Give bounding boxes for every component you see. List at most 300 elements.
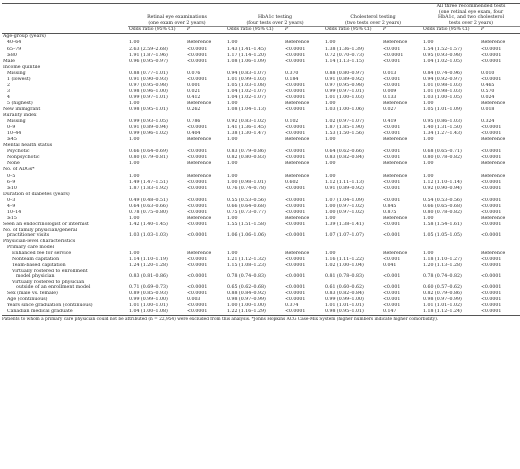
p-value-cell: <0.0001 <box>285 52 306 58</box>
p-value-cell: <0.001 <box>383 290 401 296</box>
row-label-text: Duration of diabetes (years) <box>3 191 70 197</box>
row-label-text: 3 <box>7 88 10 94</box>
p-value-cell: <0.0001 <box>187 274 208 280</box>
p-value-cell: 0.102 <box>285 119 299 125</box>
odds-ratio-cell: 1.87 (1.85–1.90) <box>325 125 364 131</box>
header-group-retinal <box>128 4 226 27</box>
p-value-cell: Reference <box>481 100 506 106</box>
p-value-cell: <0.001 <box>383 46 401 52</box>
odds-ratio-cell: 0.92 (0.90–0.94) <box>423 185 462 191</box>
odds-ratio-cell: 0.78 (0.75–0.80) <box>129 209 168 215</box>
odds-ratio-cell: 1.17 (1.14–1.20) <box>227 52 266 58</box>
row-label-text: 1 (lowest) <box>7 76 31 82</box>
p-value-cell: <0.001 <box>383 296 401 302</box>
odds-ratio-cell: 1.00 <box>129 100 140 106</box>
odds-ratio-cell: 1.00 (0.97–1.02) <box>325 209 364 215</box>
odds-ratio-cell: 1.07 (1.04–1.09) <box>325 197 364 203</box>
p-value-cell: 0.133 <box>383 94 397 100</box>
table-row <box>2 280 520 291</box>
p-value-cell: <0.001 <box>383 149 401 155</box>
p-value-cell: <0.0001 <box>481 274 502 280</box>
odds-ratio-cell: 1.38 (1.36–1.39) <box>325 46 364 52</box>
odds-ratio-cell: 1.16 (1.11–1.22) <box>325 256 364 262</box>
odds-ratio-cell: 1.00 <box>325 173 336 179</box>
p-value-cell: <0.0001 <box>481 179 502 185</box>
row-label-text: Years since graduation (continuous) <box>7 302 93 308</box>
p-value-cell: <0.0001 <box>285 46 306 52</box>
odds-ratio-cell: 0.88 (0.77–1.01) <box>129 70 168 76</box>
p-value-cell: 0.018 <box>481 106 495 112</box>
p-value-cell: 0.419 <box>383 119 397 125</box>
odds-ratio-cell: 1.03 (1.00–1.05) <box>423 94 462 100</box>
header-blank-cell <box>2 27 128 34</box>
p-value-cell: <0.0001 <box>187 285 208 291</box>
p-value-cell: <0.0001 <box>285 106 306 112</box>
p-value-cell: Reference <box>187 161 212 167</box>
p-value-cell: <0.0001 <box>481 149 502 155</box>
odds-ratio-cell: 0.98 (0.96–1.00) <box>129 88 168 94</box>
p-value-cell: <0.0001 <box>285 155 306 161</box>
odds-ratio-cell: 1.06 (1.06–1.06) <box>227 233 266 239</box>
odds-ratio-cell: 1.00 <box>227 215 238 221</box>
odds-ratio-cell: 1.00 <box>227 137 238 143</box>
p-value-cell: <0.0001 <box>285 82 306 88</box>
p-value-cell: 0.147 <box>383 308 397 314</box>
p-value-cell: <0.0001 <box>481 233 502 239</box>
row-label-text: Nonpsychotic <box>7 155 40 161</box>
p-value-cell: <0.001 <box>383 125 401 131</box>
p-value-cell: <0.001 <box>383 155 401 161</box>
p-value-cell: <0.0001 <box>285 233 306 239</box>
odds-ratio-cell: 1.00 (0.98–1.01) <box>227 179 266 185</box>
odds-ratio-cell: 0.65 (0.62–0.68) <box>227 285 266 291</box>
odds-ratio-cell: 0.94 (0.83–1.07) <box>227 70 266 76</box>
row-label-text: Enhanced fee for service <box>12 250 72 256</box>
odds-ratio-cell: 1.01 (0.98–1.03) <box>423 88 462 94</box>
odds-ratio-cell: 1.01 (1.01–1.02) <box>423 302 462 308</box>
header-p-label: P <box>285 27 289 33</box>
odds-ratio-cell: 1.00 <box>423 137 434 143</box>
odds-ratio-cell: 1.00 <box>227 173 238 179</box>
odds-ratio-cell: 1.00 <box>227 40 238 46</box>
p-value-cell: <0.0001 <box>285 308 306 314</box>
p-value-cell: <0.0001 <box>187 209 208 215</box>
p-value-cell: 0.404 <box>187 131 201 137</box>
p-value-cell: 0.041 <box>383 262 397 268</box>
p-value-cell: <0.0001 <box>481 290 502 296</box>
odds-ratio-cell: 1.20 (1.13–1.28) <box>423 262 462 268</box>
p-value-cell: <0.0001 <box>481 52 502 58</box>
p-value-cell: <0.0001 <box>187 76 208 82</box>
odds-ratio-cell: 1.00 <box>227 100 238 106</box>
p-value-cell: <0.001 <box>383 179 401 185</box>
header-line: (four tests over 2 years) <box>246 20 304 26</box>
p-value-cell: <0.0001 <box>285 58 306 64</box>
p-value-cell: <0.0001 <box>285 296 306 302</box>
p-value-cell: 0.412 <box>187 94 201 100</box>
odds-ratio-cell: 1.00 <box>227 161 238 167</box>
odds-ratio-cell: 1.14 (1.10–1.19) <box>129 256 168 262</box>
odds-ratio-cell: 0.82 (0.79–0.86) <box>423 290 462 296</box>
odds-ratio-cell: 0.97 (0.95–0.98) <box>129 82 168 88</box>
odds-ratio-cell: 1.53 (1.50–1.56) <box>325 131 364 137</box>
odds-ratio-cell: 1.00 <box>423 250 434 256</box>
p-value-cell: <0.0001 <box>383 52 404 58</box>
p-value-cell: 0.262 <box>187 106 201 112</box>
odds-ratio-cell: 1.38 (1.30–1.47) <box>227 131 266 137</box>
p-value-cell: <0.0001 <box>187 185 208 191</box>
odds-ratio-cell: 0.91 (0.89–0.92) <box>325 185 364 191</box>
odds-ratio-cell: 1.03 (1.03–1.03) <box>129 233 168 239</box>
header-p-label: P <box>481 27 485 33</box>
odds-ratio-cell: 0.97 (0.95–0.98) <box>325 82 364 88</box>
row-label-text: Canadian medical graduate <box>7 308 73 314</box>
p-value-cell: <0.0001 <box>285 209 306 215</box>
odds-ratio-cell: 0.80 (0.78–0.82) <box>423 155 462 161</box>
odds-ratio-cell: 1.02 (0.97–1.07) <box>325 119 364 125</box>
p-value-cell: <0.0001 <box>481 76 502 82</box>
p-value-cell: <0.0001 <box>285 262 306 268</box>
row-label-text: Psychotic <box>7 149 30 155</box>
odds-ratio-cell: 0.78 (0.74–0.83) <box>227 274 266 280</box>
header-line: tests over 2 years) <box>449 20 493 26</box>
header-blank-cell <box>2 4 128 27</box>
odds-ratio-cell: 0.80 (0.78–0.82) <box>423 209 462 215</box>
odds-ratio-cell: 1.40 (1.31–1.50) <box>423 125 462 131</box>
p-value-cell: 0.010 <box>481 70 495 76</box>
row-label-text: 0–3 <box>7 197 16 203</box>
p-value-cell: <0.001 <box>383 302 401 308</box>
odds-ratio-cell: 0.98 (0.95–1.01) <box>129 106 168 112</box>
p-value-cell: <0.0001 <box>285 94 306 100</box>
p-value-cell: <0.001 <box>383 58 401 64</box>
odds-ratio-cell: 1.00 <box>423 161 434 167</box>
odds-ratio-cell: 0.91 (0.89–0.92) <box>325 76 364 82</box>
odds-ratio-cell: 0.71 (0.69–0.73) <box>129 285 168 291</box>
p-value-cell: <0.0001 <box>187 233 208 239</box>
odds-ratio-cell: 1.00 <box>325 161 336 167</box>
p-value-cell: 0.001 <box>187 82 201 88</box>
p-value-cell: <0.0001 <box>285 88 306 94</box>
row-label-text: ≥15 <box>7 215 17 221</box>
p-value-cell: <0.0001 <box>187 262 208 268</box>
p-value-cell: <0.0001 <box>187 46 208 52</box>
odds-ratio-cell: 1.22 (1.16–1.29) <box>227 308 266 314</box>
row-label <box>2 309 128 316</box>
p-value-cell: Reference <box>481 173 506 179</box>
header-group-row <box>2 4 520 27</box>
p-value-cell: <0.0001 <box>187 197 208 203</box>
p-value-cell: 0.845 <box>383 203 397 209</box>
p-value-cell: Reference <box>481 250 506 256</box>
header-or-label: Odds ratio (95% CI) <box>325 27 372 33</box>
row-label-text: 0–5 <box>7 173 16 179</box>
p-value-cell: 0.786 <box>187 119 201 125</box>
odds-ratio-cell: 0.91 (0.89–0.94) <box>129 125 168 131</box>
odds-ratio-cell: 0.68 (0.65–0.71) <box>423 149 462 155</box>
odds-ratio-cell: 0.99 (0.99–1.00) <box>129 296 168 302</box>
row-label-text: 5 (highest) <box>7 100 33 106</box>
p-value-cell: <0.0001 <box>187 203 208 209</box>
p-value-cell: Reference <box>187 100 212 106</box>
header-line: HbA1c testing <box>257 15 293 21</box>
odds-ratio-cell: 1.08 (1.06–1.09) <box>227 58 266 64</box>
p-value-cell: Reference <box>285 161 310 167</box>
row-label-text: Rurality index <box>3 113 37 119</box>
p-value-cell: Reference <box>481 161 506 167</box>
p-value-cell: 0.009 <box>383 88 397 94</box>
header-p-label: P <box>187 27 191 33</box>
odds-ratio-cell: 1.42 (1.40–1.45) <box>129 221 168 227</box>
p-value-cell: Reference <box>481 215 506 221</box>
header-line: Retinal eye examinations <box>147 15 207 21</box>
table-footnote: Patients to whom a primary care physician could not be attributed (n = 22,954) were excluded from this analysis. *Johns Hopkins ACG Case-Mix System (higher numbers indicate higher comorbidity). <box>2 316 439 322</box>
p-value-cell: Reference <box>285 100 310 106</box>
row-label-text: 2 <box>7 82 10 88</box>
p-value-cell: <0.0001 <box>481 308 502 314</box>
odds-ratio-cell: 0.49 (0.48–0.51) <box>129 197 168 203</box>
header-line: (one retinal eye exam, four <box>438 9 504 15</box>
header-group-hba1c <box>226 4 324 27</box>
odds-ratio-cell: 1.04 (1.00–1.08) <box>129 308 168 314</box>
p-value-cell: <0.0001 <box>285 274 306 280</box>
odds-ratio-cell: 1.34 (1.27–1.43) <box>423 131 462 137</box>
odds-ratio-cell: 0.99 (0.99–1.00) <box>325 296 364 302</box>
odds-ratio-cell: 0.60 (0.57–0.62) <box>423 285 462 291</box>
odds-ratio-cell: 1.00 <box>325 137 336 143</box>
p-value-cell: <0.001 <box>383 233 401 239</box>
odds-ratio-cell: 1.00 <box>325 215 336 221</box>
row-label-text: 10–14 <box>7 209 22 215</box>
row-label-text: outside of an enrollment model <box>16 285 91 291</box>
odds-ratio-cell: 0.66 (0.64–0.68) <box>227 203 266 209</box>
row-label-text: Virtually rostered to physician <box>12 279 85 285</box>
odds-ratio-cell: 1.00 <box>129 250 140 256</box>
odds-ratio-cell: 1.14 (1.13–1.15) <box>325 58 364 64</box>
p-value-cell: Reference <box>187 40 212 46</box>
paper-page <box>2 0 518 322</box>
odds-ratio-cell: 0.91 (0.90–0.93) <box>129 76 168 82</box>
odds-ratio-cell: 1.01 (1.01–1.01) <box>325 302 364 308</box>
p-value-cell: Reference <box>481 137 506 143</box>
table-row <box>2 269 520 280</box>
odds-ratio-cell: 0.99 (0.93–1.05) <box>129 119 168 125</box>
odds-ratio-cell: 1.00 (1.00–1.00) <box>227 302 266 308</box>
row-label-text: Age-group (years) <box>3 34 46 40</box>
odds-ratio-cell: 1.18 (1.12–1.24) <box>423 308 462 314</box>
odds-ratio-cell: 1.03 (1.00–1.06) <box>325 106 364 112</box>
p-value-cell: Reference <box>187 215 212 221</box>
odds-ratio-cell: 1.15 (1.08–1.23) <box>227 262 266 268</box>
p-value-cell: <0.0001 <box>481 197 502 203</box>
odds-ratio-cell: 1.05 (1.03–1.08) <box>227 82 266 88</box>
p-value-cell: 0.465 <box>481 82 495 88</box>
row-label-text: Male <box>3 58 15 64</box>
odds-ratio-cell: 1.00 <box>423 173 434 179</box>
p-value-cell: 0.021 <box>187 88 201 94</box>
odds-ratio-cell: 1.00 <box>129 40 140 46</box>
odds-ratio-cell: 1.00 <box>325 100 336 106</box>
p-value-cell: <0.001 <box>383 221 401 227</box>
row-label-text: 0–9 <box>7 125 16 131</box>
p-value-cell: <0.0001 <box>285 203 306 209</box>
p-value-cell: Reference <box>383 173 408 179</box>
odds-ratio-cell: 1.00 <box>423 40 434 46</box>
odds-ratio-cell: 1.04 (1.02–1.05) <box>423 58 462 64</box>
header-line: (one exam over 2 years) <box>148 20 206 26</box>
p-value-cell: Reference <box>481 40 506 46</box>
odds-ratio-cell: 0.72 (0.70–0.73) <box>325 52 364 58</box>
odds-ratio-cell: 1.41 (1.36–1.45) <box>227 125 266 131</box>
odds-ratio-cell: 0.96 (0.95–0.97) <box>129 58 168 64</box>
p-value-cell: <0.0001 <box>285 125 306 131</box>
p-value-cell: <0.0001 <box>481 285 502 291</box>
p-value-cell: <0.0001 <box>187 149 208 155</box>
p-value-cell: 0.024 <box>481 94 495 100</box>
header-sub-row <box>2 27 520 34</box>
p-value-cell: <0.0001 <box>285 290 306 296</box>
odds-ratio-cell: 1.00 <box>227 250 238 256</box>
p-value-cell: 0.602 <box>285 179 299 185</box>
row-label-text: ≥45 <box>7 137 17 143</box>
p-value-cell: Reference <box>285 250 310 256</box>
odds-ratio-cell: 0.89 (0.85–0.93) <box>129 290 168 296</box>
odds-ratio-cell: 0.83 (0.82–0.84) <box>325 155 364 161</box>
odds-ratio-cell: 0.95 (0.86–1.03) <box>423 119 462 125</box>
odds-ratio-cell: 1.01 (1.00–1.01) <box>129 302 168 308</box>
odds-ratio-cell: 0.99 (0.96–1.02) <box>129 131 168 137</box>
row-label-text: None <box>7 161 20 167</box>
odds-ratio-cell: 1.91 (1.87–1.96) <box>129 52 168 58</box>
results-table <box>2 3 520 316</box>
p-value-cell: <0.0001 <box>285 285 306 291</box>
odds-ratio-cell: 1.00 <box>423 100 434 106</box>
p-value-cell: <0.0001 <box>285 221 306 227</box>
odds-ratio-cell: 0.88 (0.80–0.97) <box>325 70 364 76</box>
odds-ratio-cell: 0.83 (0.82–0.84) <box>325 290 364 296</box>
p-value-cell: <0.001 <box>383 185 401 191</box>
row-label-text: No. of ADGs* <box>3 167 35 173</box>
header-group-cholesterol <box>324 4 422 27</box>
p-value-cell: <0.0001 <box>187 302 208 308</box>
p-value-cell: <0.0001 <box>481 185 502 191</box>
odds-ratio-cell: 0.76 (0.74–0.78) <box>227 185 266 191</box>
odds-ratio-cell: 0.99 (0.97–1.01) <box>129 94 168 100</box>
p-value-cell: <0.0001 <box>187 308 208 314</box>
p-value-cell: <0.0001 <box>481 125 502 131</box>
row-label-text: Nonteam capitation <box>12 256 60 262</box>
odds-ratio-cell: 1.12 (1.11–1.13) <box>325 179 364 185</box>
row-label-text: 4 <box>7 94 10 100</box>
odds-ratio-cell: 1.58 (1.54–1.61) <box>423 221 462 227</box>
odds-ratio-cell: 1.01 (0.98–1.03) <box>423 82 462 88</box>
odds-ratio-cell: 0.64 (0.63–0.66) <box>129 203 168 209</box>
row-label <box>2 269 128 280</box>
row-label <box>2 280 128 291</box>
p-value-cell: 0.184 <box>285 76 299 82</box>
odds-ratio-cell: 1.24 (1.20–1.28) <box>129 262 168 268</box>
odds-ratio-cell: 1.00 <box>129 161 140 167</box>
p-value-cell: 0.370 <box>285 70 299 76</box>
odds-ratio-cell: 0.82 (0.80–0.83) <box>227 155 266 161</box>
odds-ratio-cell: 1.21 (1.12–1.32) <box>227 256 266 262</box>
header-group-all-three <box>422 4 520 27</box>
p-value-cell: <0.0001 <box>481 221 502 227</box>
p-value-cell: Reference <box>383 215 408 221</box>
header-or-label: Odds ratio (95% CI) <box>129 27 176 33</box>
odds-ratio-cell: 1.43 (1.41–1.45) <box>227 46 266 52</box>
p-value-cell: <0.0001 <box>481 262 502 268</box>
odds-ratio-cell: 1.00 <box>423 215 434 221</box>
p-value-cell: Reference <box>285 215 310 221</box>
p-value-cell: Reference <box>383 40 408 46</box>
p-value-cell: <0.001 <box>383 256 401 262</box>
row-label-text: Virtually rostered to enrollment <box>12 268 88 274</box>
p-value-cell: <0.0001 <box>187 221 208 227</box>
p-value-cell: <0.0001 <box>481 302 502 308</box>
p-value-cell: <0.0001 <box>187 52 208 58</box>
row-label-text: practitioner visits <box>7 233 50 239</box>
odds-ratio-cell: 1.07 (1.07–1.07) <box>325 233 364 239</box>
odds-ratio-cell: 0.54 (0.53–0.56) <box>423 197 462 203</box>
p-value-cell: <0.0001 <box>187 58 208 64</box>
row-label-text: New immigrant <box>3 106 41 112</box>
row-label <box>2 228 128 239</box>
odds-ratio-cell: 0.64 (0.62–0.66) <box>325 149 364 155</box>
odds-ratio-cell: 1.00 <box>129 215 140 221</box>
p-value-cell: <0.001 <box>383 82 401 88</box>
odds-ratio-cell: 0.84 (0.74–0.96) <box>423 70 462 76</box>
p-value-cell: Reference <box>187 137 212 143</box>
p-value-cell: <0.001 <box>383 76 401 82</box>
odds-ratio-cell: 0.98 (0.97–0.99) <box>227 296 266 302</box>
table-row <box>2 222 520 228</box>
odds-ratio-cell: 0.88 (0.84–0.92) <box>227 290 266 296</box>
p-value-cell: <0.0001 <box>481 256 502 262</box>
row-label-text: Primary care model <box>7 244 54 250</box>
odds-ratio-cell: 0.83 (0.79–0.86) <box>227 149 266 155</box>
odds-ratio-cell: 0.94 (0.92–0.97) <box>423 76 462 82</box>
odds-ratio-cell: 0.81 (0.78–0.83) <box>325 274 364 280</box>
header-or-label: Odds ratio (95% CI) <box>227 27 274 33</box>
p-value-cell: <0.001 <box>383 131 401 137</box>
row-label-text: model physician <box>16 274 55 280</box>
p-value-cell: <0.0001 <box>187 256 208 262</box>
p-value-cell: 0.374 <box>285 302 299 308</box>
row-label-text: Missing <box>7 119 26 125</box>
p-value-cell: <0.0001 <box>481 58 502 64</box>
odds-ratio-cell: 0.98 (0.95–1.01) <box>325 308 364 314</box>
p-value-cell: 0.027 <box>383 106 397 112</box>
odds-ratio-cell: 1.49 (1.47–1.51) <box>129 179 168 185</box>
odds-ratio-cell: 0.75 (0.73–0.77) <box>227 209 266 215</box>
odds-ratio-cell: 1.87 (1.83–1.92) <box>129 185 168 191</box>
odds-ratio-cell: 0.92 (0.83–1.02) <box>227 119 266 125</box>
p-value-cell: <0.0001 <box>187 125 208 131</box>
odds-ratio-cell: 1.04 (1.02–1.07) <box>227 88 266 94</box>
table-row <box>2 228 520 239</box>
odds-ratio-cell: 1.18 (1.10–1.27) <box>423 256 462 262</box>
odds-ratio-cell: 0.78 (0.74–0.82) <box>423 274 462 280</box>
odds-ratio-cell: 1.00 <box>325 250 336 256</box>
row-label-text: ≥80 <box>7 52 17 58</box>
table-body <box>2 34 520 315</box>
odds-ratio-cell: 1.00 <box>129 137 140 143</box>
odds-ratio-cell: 1.08 (1.04–1.13) <box>227 106 266 112</box>
p-value-cell: Reference <box>285 40 310 46</box>
p-value-cell: <0.0001 <box>187 155 208 161</box>
p-value-cell: <0.0001 <box>481 203 502 209</box>
